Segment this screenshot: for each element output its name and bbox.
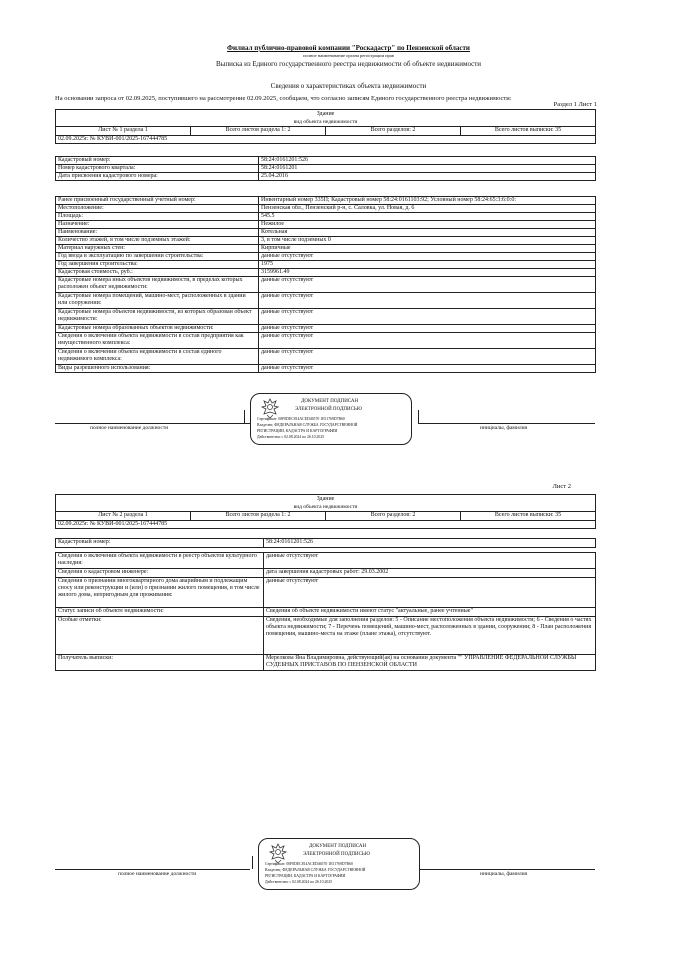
sheet1-header-table [55, 109, 596, 144]
detail-value: Мерелкова Яна Владимировна, действующий(ая) на основании документа "" УПРАВЛЕНИЕ ФЕДЕРАЛЬНОЙ СЛУЖБЫ СУДЕБНЫХ ПРИСТАВОВ ПО ПЕНЗЕНСКОЙ ОБЛАСТИ [264, 655, 596, 671]
char-value: Нежилое [259, 221, 596, 229]
detail-label: Сведения о кадастровом инженере: [56, 569, 264, 578]
sheets-in-section: Всего листов раздела 1: 2 [191, 512, 326, 521]
cad-label: Кадастровый номер: [56, 539, 264, 548]
char-value: 3, в том числе подземных 0 [259, 237, 596, 245]
sheet1-ids-table [55, 156, 596, 181]
sheet2-cadnum-table [55, 538, 596, 548]
char-value: 1975 [259, 261, 596, 269]
id-label: Дата присвоения кадастрового номера: [56, 173, 259, 181]
char-value: Инвентарный номер 335П; Кадастровый номер 58:24:0161103:92; Условный номер 58:24:65:3:6:0:0: [259, 197, 596, 205]
char-label: Виды разрешенного использования: [56, 365, 259, 373]
detail-value: данные отсутствуют [264, 553, 596, 569]
detail-value: Сведения об объекте недвижимости имеют статус "актуальные, ранее учтенные" [264, 608, 596, 617]
object-type: Здание [316, 496, 335, 502]
stamp-owner: Владелец: ФЕДЕРАЛЬНАЯ СЛУЖБА ГОСУДАРСТВЕННОЙ [265, 868, 366, 872]
detail-label: Получатель выписки: [56, 655, 264, 671]
char-label: Наименование: [56, 229, 259, 237]
stamp-title: ДОКУМЕНТ ПОДПИСАН [309, 844, 367, 849]
id-label: Кадастровый номер: [56, 157, 259, 165]
intro-text: На основании запроса от 02.09.2025, поступившего на рассмотрение 02.09.2025, сообщаем, что согласно записям Единого государственного реестра недвижимости: [55, 95, 512, 102]
stamp-certificate: Сертификат: 00F0DEC814ACED46570 1E51769D7B60 [265, 862, 353, 866]
name-caption: инициалы, фамилия [480, 425, 528, 431]
stamp-title: ДОКУМЕНТ ПОДПИСАН [301, 399, 359, 404]
stamp-subtitle: ЭЛЕКТРОННОЙ ПОДПИСЬЮ [295, 407, 362, 412]
name-line [418, 423, 595, 424]
char-label: Количество этажей, в том числе подземных этажей: [56, 237, 259, 245]
object-type-cell [56, 495, 596, 512]
object-type-caption: вид объекта недвижимости [293, 119, 358, 125]
request-number: 02.09.2025г. № КУВИ-001/2025-167444785 [56, 521, 596, 529]
char-label: Год завершения строительства: [56, 261, 259, 269]
char-label: Назначение: [56, 221, 259, 229]
sheets-in-section: Всего листов раздела 1: 2 [191, 127, 326, 136]
detail-value: Сведения, необходимые для заполнения разделов: 5 - Описание местоположения объекта недвижимости; 6 - Сведения о частях объекта недвижимости; 7 - Перечень помещений, машино-мест, расположенных в здании, сооружении; 8 - План расположения помещения, машино-места на этаже (плане этажа), отсутствуют. [264, 617, 596, 655]
char-label: Кадастровые номера помещений, машино-мест, расположенных в здании или сооружении: [56, 293, 259, 309]
char-label: Кадастровая стоимость, руб.: [56, 269, 259, 277]
char-value: Пензенская обл., Пензенский р-н, с. Саловка, ул. Новая, д. 6 [259, 205, 596, 213]
position-caption: полное наименование должности [90, 425, 169, 431]
document-title: Выписка из Единого государственного реестра недвижимости об объекте недвижимости [215, 60, 482, 68]
char-value: данные отсутствуют [259, 365, 596, 373]
total-sheets: Всего листов выписки: 35 [461, 127, 596, 136]
stamp-subtitle: ЭЛЕКТРОННОЙ ПОДПИСЬЮ [303, 852, 370, 857]
sheet1-characteristics-table [55, 196, 596, 373]
section-title: Сведения о характеристиках объекта недвижимости [270, 82, 427, 90]
section-sheet-label: Раздел 1 Лист 1 [553, 101, 597, 108]
stamp-validity: Действителен: с 02.08.2024 по 26.10.2025 [265, 880, 333, 884]
object-type-caption: вид объекта недвижимости [293, 504, 358, 510]
total-sections: Всего разделов: 2 [326, 512, 461, 521]
char-value: данные отсутствуют [259, 325, 596, 333]
detail-label: Сведения о включении объекта недвижимости в реестр объектов культурного наследия: [56, 553, 264, 569]
total-sheets: Всего листов выписки: 35 [461, 512, 596, 521]
stamp-owner-cont: РЕГИСТРАЦИИ, КАДАСТРА И КАРТОГРАФИИ [257, 429, 338, 433]
name-caption: инициалы, фамилия [480, 871, 528, 877]
id-value: 58:24:0161201 [259, 165, 596, 173]
id-label: Номер кадастрового квартала: [56, 165, 259, 173]
cad-value: 58:24:0161201:526 [264, 539, 596, 548]
sheet2-header-table [55, 494, 596, 529]
sheet2-label: Лист 2 [552, 483, 571, 490]
detail-label: Сведения о признании многоквартирного дома аварийным и подлежащим сносу или реконструкции и (или) о признании жилого помещения, в том числе жилого дома, непригодным для проживания: [56, 578, 264, 608]
total-sections: Всего разделов: 2 [326, 127, 461, 136]
sheet-number: Лист № 2 раздела 1 [56, 512, 191, 521]
digital-signature-stamp [258, 838, 420, 890]
detail-label: Особые отметки: [56, 617, 264, 655]
registry-org-caption: полное наименование органа регистрации прав [303, 53, 394, 58]
sheet2-details-table [55, 552, 596, 671]
char-label: Площадь: [56, 213, 259, 221]
position-divider [244, 410, 245, 423]
coat-of-arms-icon [267, 842, 289, 864]
char-label: Кадастровые номера объектов недвижимости, из которых образован объект недвижимости: [56, 309, 259, 325]
char-label: Кадастровые номера образованных объектов недвижимости: [56, 325, 259, 333]
position-line [55, 869, 250, 870]
char-label: Местоположение: [56, 205, 259, 213]
stamp-certificate: Сертификат: 00F0DEC814ACED46570 1E51769D7B60 [257, 417, 345, 421]
stamp-validity: Действителен: с 02.08.2024 по 26.10.2025 [257, 435, 325, 439]
object-type: Здание [316, 111, 335, 117]
char-label: Ранее присвоенный государственный учетный номер: [56, 197, 259, 205]
name-line [418, 869, 595, 870]
char-value: данные отсутствуют [259, 349, 596, 365]
char-value: 545.5 [259, 213, 596, 221]
char-value: данные отсутствуют [259, 277, 596, 293]
char-label: Сведения о включении объекта недвижимости в состав предприятия как имущественного комплекса: [56, 333, 259, 349]
detail-value: дата завершения кадастровых работ: 29.03.2002 [264, 569, 596, 578]
position-line [55, 423, 250, 424]
char-value: данные отсутствуют [259, 333, 596, 349]
char-value: Котельная [259, 229, 596, 237]
char-value: Кирпичные [259, 245, 596, 253]
char-value: данные отсутствуют [259, 309, 596, 325]
char-label: Кадастровые номера иных объектов недвижимости, в пределах которых расположен объект недвижимости: [56, 277, 259, 293]
name-divider [418, 410, 419, 423]
char-label: Сведения о включении объекта недвижимости в состав единого недвижимого комплекса: [56, 349, 259, 365]
digital-signature-stamp [250, 393, 412, 445]
sheet-number: Лист № 1 раздела 1 [56, 127, 191, 136]
registry-org-name: Филиал публично-правовой компании "Роскадастр" по Пензенской области [227, 44, 470, 52]
object-type-cell [56, 110, 596, 127]
id-value: 58:24:0161201:526 [259, 157, 596, 165]
char-value: данные отсутствуют [259, 293, 596, 309]
char-label: Материал наружных стен: [56, 245, 259, 253]
position-caption: полное наименование должности [118, 871, 197, 877]
char-label: Год ввода в эксплуатацию по завершении строительства: [56, 253, 259, 261]
id-value: 25.04.2016 [259, 173, 596, 181]
coat-of-arms-icon [259, 397, 281, 419]
request-number: 02.09.2025г. № КУВИ-001/2025-167444785 [56, 136, 596, 144]
position-divider [252, 856, 253, 869]
detail-value: данные отсутствуют [264, 578, 596, 608]
stamp-owner: Владелец: ФЕДЕРАЛЬНАЯ СЛУЖБА ГОСУДАРСТВЕННОЙ [257, 423, 358, 427]
detail-label: Статус записи об объекте недвижимости: [56, 608, 264, 617]
stamp-owner-cont: РЕГИСТРАЦИИ, КАДАСТРА И КАРТОГРАФИИ [265, 874, 346, 878]
char-value: 3159961.49 [259, 269, 596, 277]
char-value: данные отсутствуют [259, 253, 596, 261]
